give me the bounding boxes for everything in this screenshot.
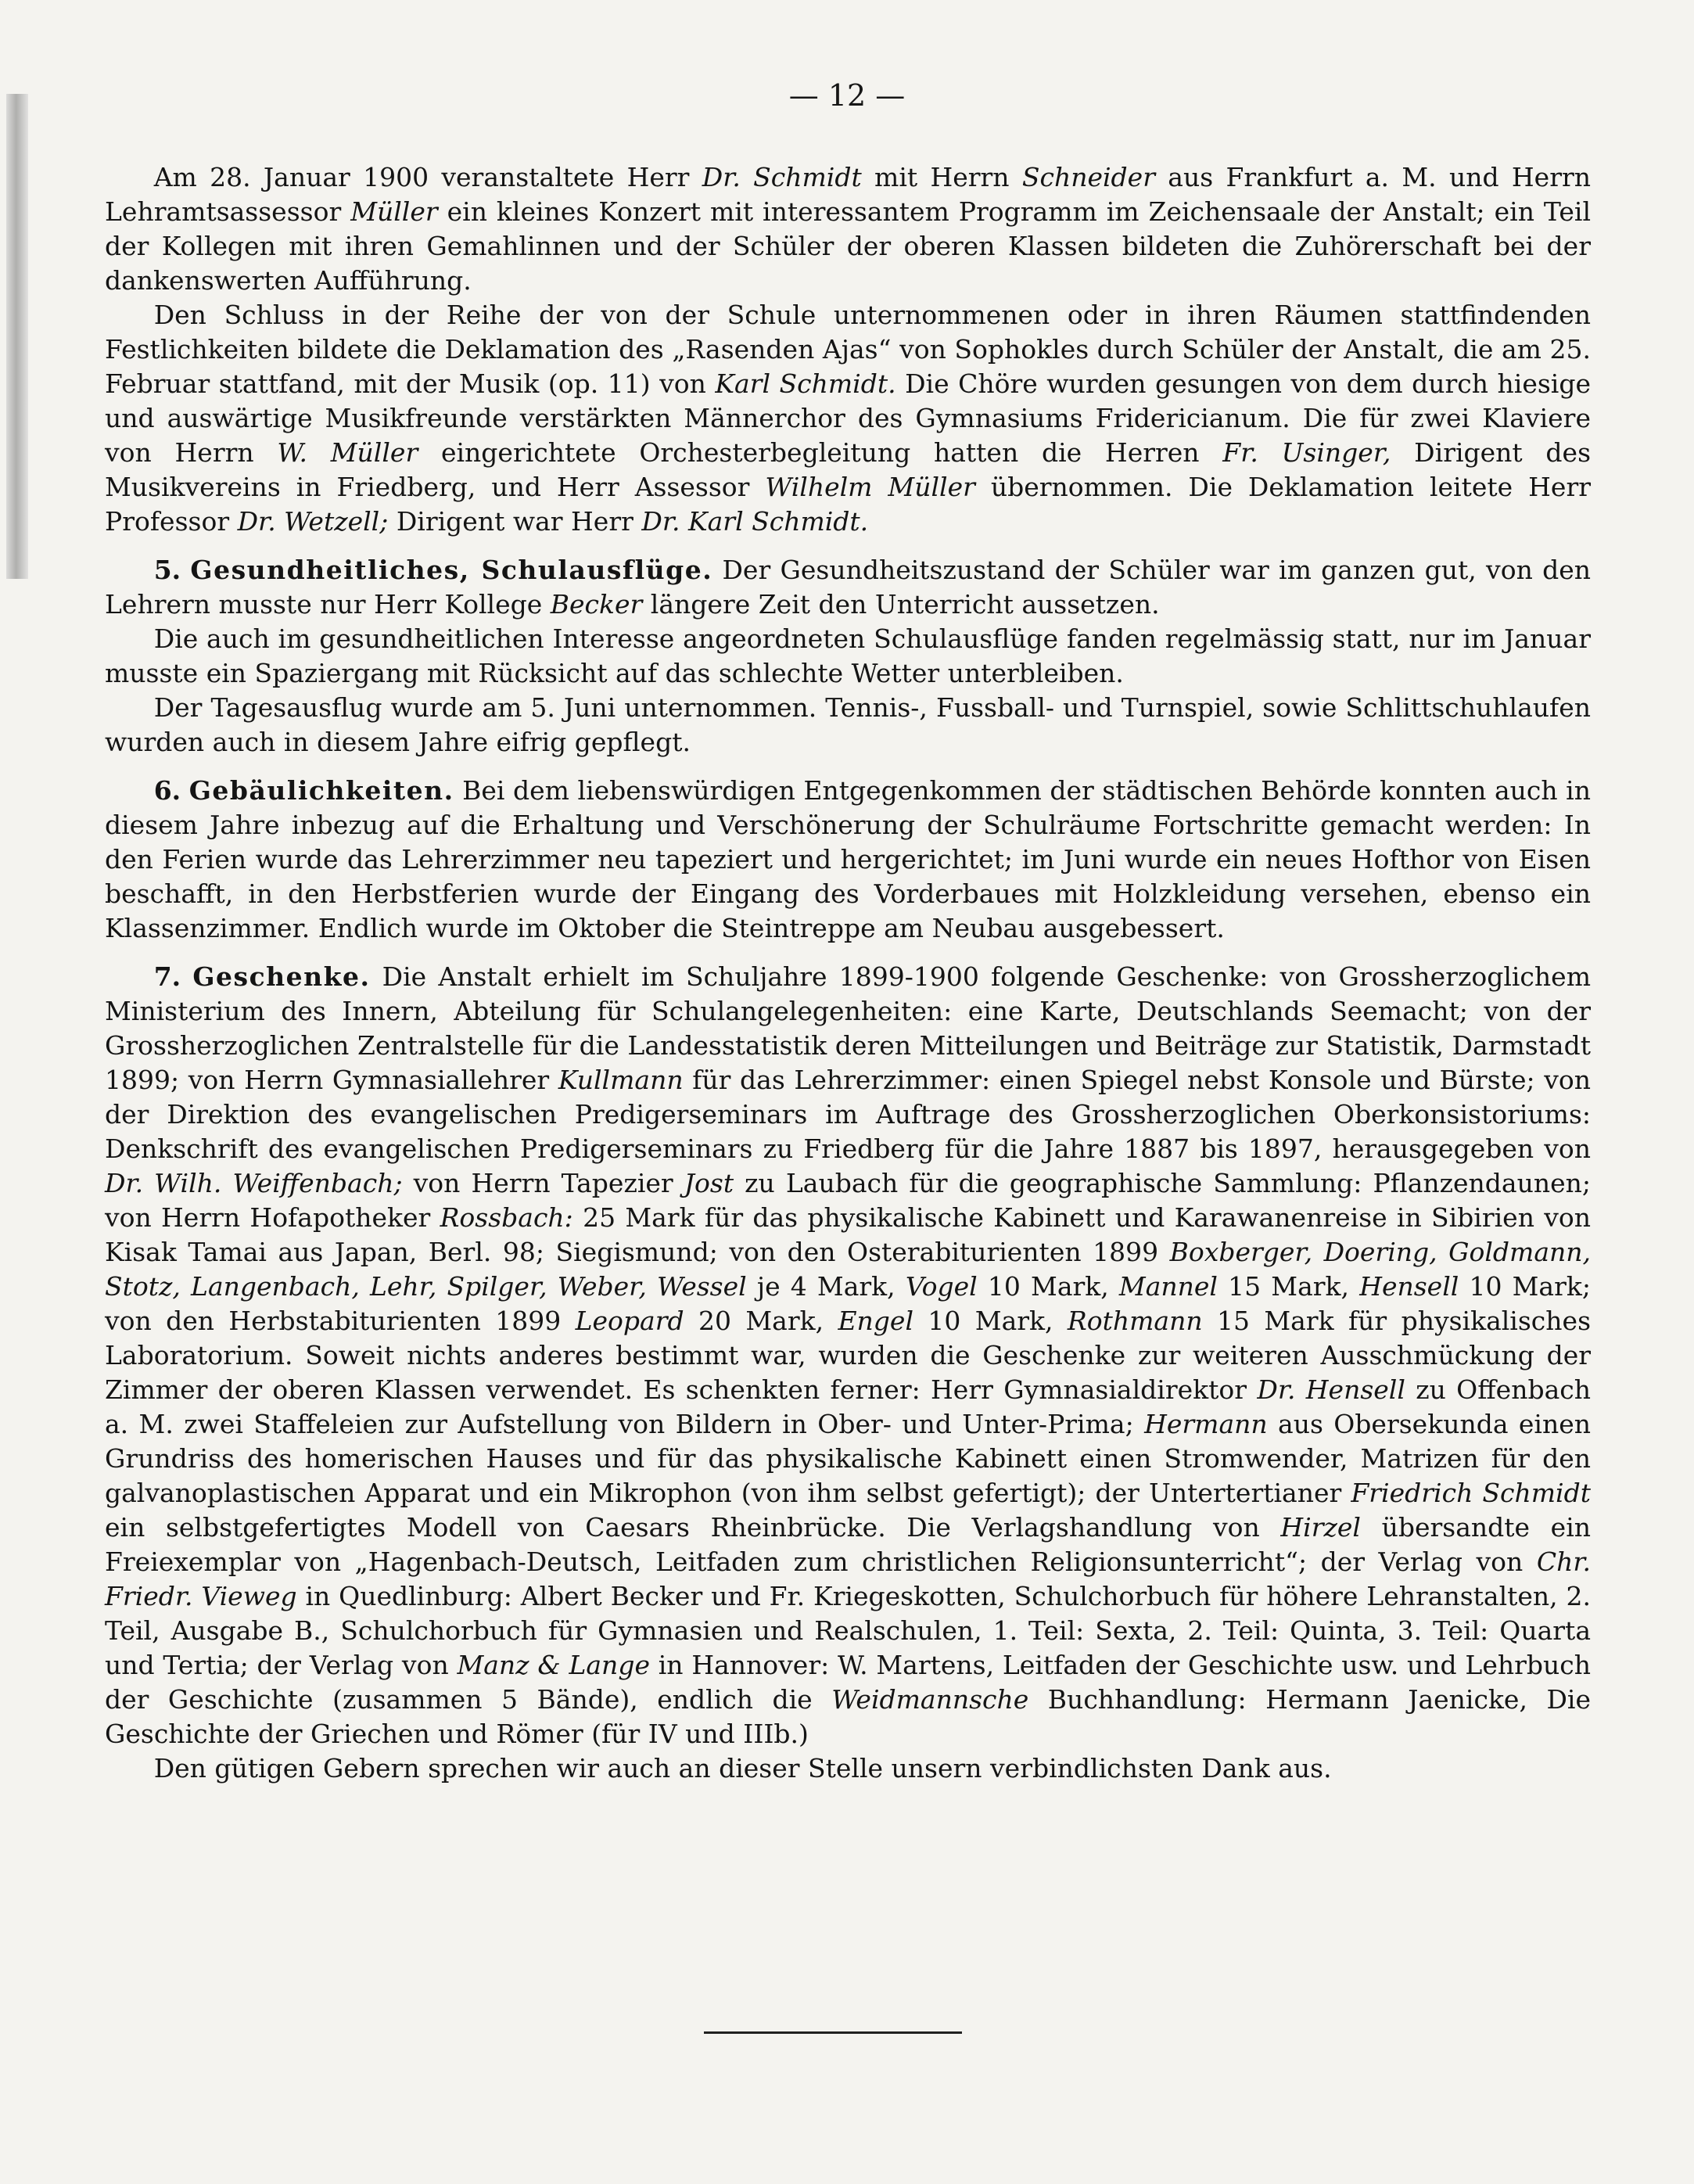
italic-name: Hensell <box>1359 1271 1459 1302</box>
text-segment: zu Laubach für die geographische Sammlung: Pflanzendaunen; von Herrn Hofapotheker <box>105 1168 1591 1233</box>
italic-name: Hermann <box>1144 1409 1268 1439</box>
text-segment: Die auch im gesundheitlichen Interesse angeordneten Schulausflüge fanden regelmässig statt, nur im Januar musste ein Spaziergang mit Rücksicht auf das schlechte Wetter unterbleiben. <box>105 623 1591 688</box>
section-heading: Gebäulichkeiten. <box>188 775 454 806</box>
italic-name: Jost <box>684 1168 734 1198</box>
text-segment: für das Lehrerzimmer: einen Spiegel nebst Konsole und Bürste; von der Direktion des evangelischen Predigerseminars im Auftrage des Grossherzoglichen Oberkonsistoriums: Denkschrift des evangelischen Predigerseminars zu Friedberg für die Jahre 1887 bis 1897, herausgegeben von <box>105 1065 1591 1164</box>
paragraph <box>105 622 1591 691</box>
italic-name: Dr. Wetzell; <box>237 506 389 537</box>
italic-name: Dr. Schmidt <box>702 162 862 192</box>
italic-name: Karl Schmidt. <box>715 368 896 399</box>
text-segment: aus Obersekunda einen Grundriss des homerischen Hauses und für das physikalische Kabinett einen Stromwender, Matrizen für den galvanoplastischen Apparat und ein Mikrophon (von ihm selbst gefertigt); der Untertertianer <box>105 1409 1592 1508</box>
italic-name: Müller <box>350 196 438 227</box>
italic-name: Boxberger, Doering, Goldmann, Stotz, Langenbach, Lehr, Spilger, Weber, Wessel <box>105 1237 1591 1302</box>
text-segment: Dirigent des Musikvereins in Friedberg, und Herr Assessor <box>105 437 1592 502</box>
italic-name: Engel <box>838 1306 914 1336</box>
text-segment: in Quedlinburg: Albert Becker und Fr. Kriegeskotten, Schulchorbuch für höhere Lehranstalten, 2. Teil, Ausgabe B., Schulchorbuch für Gymnasien und Realschulen, 1. Teil: Sexta, 2. Teil: Quinta, 3. Teil: Quarta und Tertia; der Verlag von <box>105 1581 1591 1680</box>
italic-name: Becker <box>550 589 643 620</box>
text-segment: 15 Mark, <box>1217 1271 1360 1302</box>
italic-name: Chr. Friedr. Vieweg <box>105 1546 1591 1611</box>
italic-name: Leopard <box>575 1306 684 1336</box>
section-number: 5. <box>153 555 181 585</box>
text-segment: von Herrn Tapezier <box>402 1168 684 1198</box>
text-segment: Die Anstalt erhielt im Schuljahre 1899-1900 folgende Geschenke: von Grossherzoglichem Ministerium des Innern, Abteilung für Schulangelegenheiten: eine Karte, Deutschlands Seemacht; von der Grossherzoglichen Zentralstelle für die Landesstatistik deren Mitteilungen und Beiträge zur Statistik, Darmstadt 1899; von Herrn Gymnasiallehrer <box>105 961 1591 1095</box>
italic-name: Mannel <box>1118 1271 1218 1302</box>
section-number: 6. <box>153 775 181 806</box>
text-segment: Buchhandlung: Hermann Jaenicke, Die Geschichte der Griechen und Römer (für IV und IIIb.) <box>105 1684 1591 1749</box>
body-text <box>105 160 1591 1786</box>
text-segment: übersandte ein Freiexemplar von „Hagenbach-Deutsch, Leitfaden zum christlichen Religionsunterricht“; der Verlag von <box>105 1512 1591 1577</box>
section-number: 7. <box>153 961 181 992</box>
paragraph <box>105 298 1591 539</box>
italic-name: Rossbach: <box>440 1202 573 1233</box>
paragraph <box>105 1751 1591 1786</box>
section-paragraph <box>105 553 1591 622</box>
italic-name: Rothmann <box>1067 1306 1203 1336</box>
italic-name: Dr. Karl Schmidt. <box>641 506 869 537</box>
text-segment: 20 Mark, <box>684 1306 838 1336</box>
text-segment: längere Zeit den Unterricht aussetzen. <box>642 589 1160 620</box>
italic-name: Wilhelm Müller <box>765 472 975 502</box>
italic-name: Fr. Usinger, <box>1222 437 1391 468</box>
page-number: — 12 — <box>788 78 906 113</box>
closing-rule <box>704 2031 962 2034</box>
text-segment: 25 Mark für das physikalische Kabinett und Karawanenreise in Sibirien von Kisak Tamai aus Japan, Berl. 98; Siegismund; von den Osterabiturienten 1899 <box>105 1202 1591 1267</box>
paragraph <box>105 691 1591 760</box>
text-segment: zu Offenbach a. M. zwei Staffeleien zur Aufstellung von Bildern in Ober- und Unter-Prima; <box>105 1374 1591 1439</box>
text-segment: Der Tagesausflug wurde am 5. Juni unternommen. Tennis-, Fussball- und Turnspiel, sowie Schlittschuhlaufen wurden auch in diesem Jahre eifrig gepflegt. <box>105 692 1591 757</box>
text-segment: aus Frankfurt a. M. und Herrn Lehramtsassessor <box>105 162 1591 227</box>
text-segment: Den Schluss in der Reihe der von der Schule unternommenen oder in ihren Räumen stattfindenden Festlichkeiten bildete die Deklamation des „Rasenden Ajas“ von Sophokles durch Schüler der Anstalt, die am 25. Februar stattfand, mit der Musik (op. 11) von <box>105 300 1591 399</box>
italic-name: Schneider <box>1021 162 1155 192</box>
italic-name: Hirzel <box>1280 1512 1361 1543</box>
text-segment: Bei dem liebenswürdigen Entgegenkommen der städtischen Behörde konnten auch in diesem Jahre inbezug auf die Erhaltung und Verschönerung der Schulräume Fortschritte gemacht werden: In den Ferien wurde das Lehrerzimmer neu tapeziert und hergerichtet; im Juni wurde ein neues Hofthor von Eisen beschafft, in den Herbstferien wurde der Eingang des Vorderbaues mit Holzkleidung versehen, ebenso ein Klassenzimmer. Endlich wurde im Oktober die Steintreppe am Neubau ausgebessert. <box>105 775 1591 943</box>
text-segment: 10 Mark; von den Herbstabiturienten 1899 <box>105 1271 1591 1336</box>
italic-name: W. Müller <box>277 437 418 468</box>
paragraph <box>105 160 1591 298</box>
section-heading: Geschenke. <box>192 961 371 992</box>
text-segment: ein kleines Konzert mit interessantem Programm im Zeichensaale der Anstalt; ein Teil der Kollegen mit ihren Gemahlinnen und der Schüler der oberen Klassen bildeten die Zuhörerschaft bei der dankenswerten Aufführung. <box>105 196 1591 296</box>
text-segment: Am 28. Januar 1900 veranstaltete Herr <box>153 162 702 192</box>
text-segment: 15 Mark für physikalisches Laboratorium. Soweit nichts anderes bestimmt war, wurden die Geschenke zur weiteren Ausschmückung der Zimmer der oberen Klassen verwendet. Es schenkten ferner: Herr Gymnasialdirektor <box>105 1306 1591 1405</box>
text-segment: mit Herrn <box>861 162 1022 192</box>
italic-name: Weidmannsche <box>831 1684 1029 1715</box>
text-segment: 10 Mark, <box>913 1306 1068 1336</box>
italic-name: Kullmann <box>558 1065 684 1095</box>
italic-name: Manz & Lange <box>457 1650 650 1680</box>
section-paragraph <box>105 774 1591 946</box>
binding-shadow <box>6 94 28 579</box>
italic-name: Friedrich Schmidt <box>1351 1478 1591 1508</box>
italic-name: Dr. Wilh. Weiffenbach; <box>105 1168 403 1198</box>
section-paragraph <box>105 960 1591 1751</box>
text-segment: übernommen. Die Deklamation leitete Herr Professor <box>105 472 1591 537</box>
text-segment: in Hannover: W. Martens, Leitfaden der Geschichte usw. und Lehrbuch der Geschichte (zusammen 5 Bände), endlich die <box>105 1650 1592 1715</box>
text-segment: 10 Mark, <box>977 1271 1119 1302</box>
text-segment: ein selbstgefertigtes Modell von Caesars Rheinbrücke. Die Verlagshandlung von <box>105 1512 1281 1543</box>
italic-name: Dr. Hensell <box>1257 1374 1405 1405</box>
section-heading: Gesundheitliches, Schulausflüge. <box>190 555 713 585</box>
italic-name: Vogel <box>905 1271 978 1302</box>
text-segment: Der Gesundheitszustand der Schüler war im ganzen gut, von den Lehrern musste nur Herr Kollege <box>105 555 1591 620</box>
text-segment: je 4 Mark, <box>746 1271 906 1302</box>
text-segment: eingerichtete Orchesterbegleitung hatten die Herren <box>418 437 1223 468</box>
text-segment: Dirigent war Herr <box>388 506 642 537</box>
text-segment: Die Chöre wurden gesungen von dem durch hiesige und auswärtige Musikfreunde verstärkten Männerchor des Gymnasiums Fridericianum. Die für zwei Klaviere von Herrn <box>105 368 1591 468</box>
text-segment: Den gütigen Gebern sprechen wir auch an dieser Stelle unsern verbindlichsten Dank aus. <box>153 1753 1332 1783</box>
